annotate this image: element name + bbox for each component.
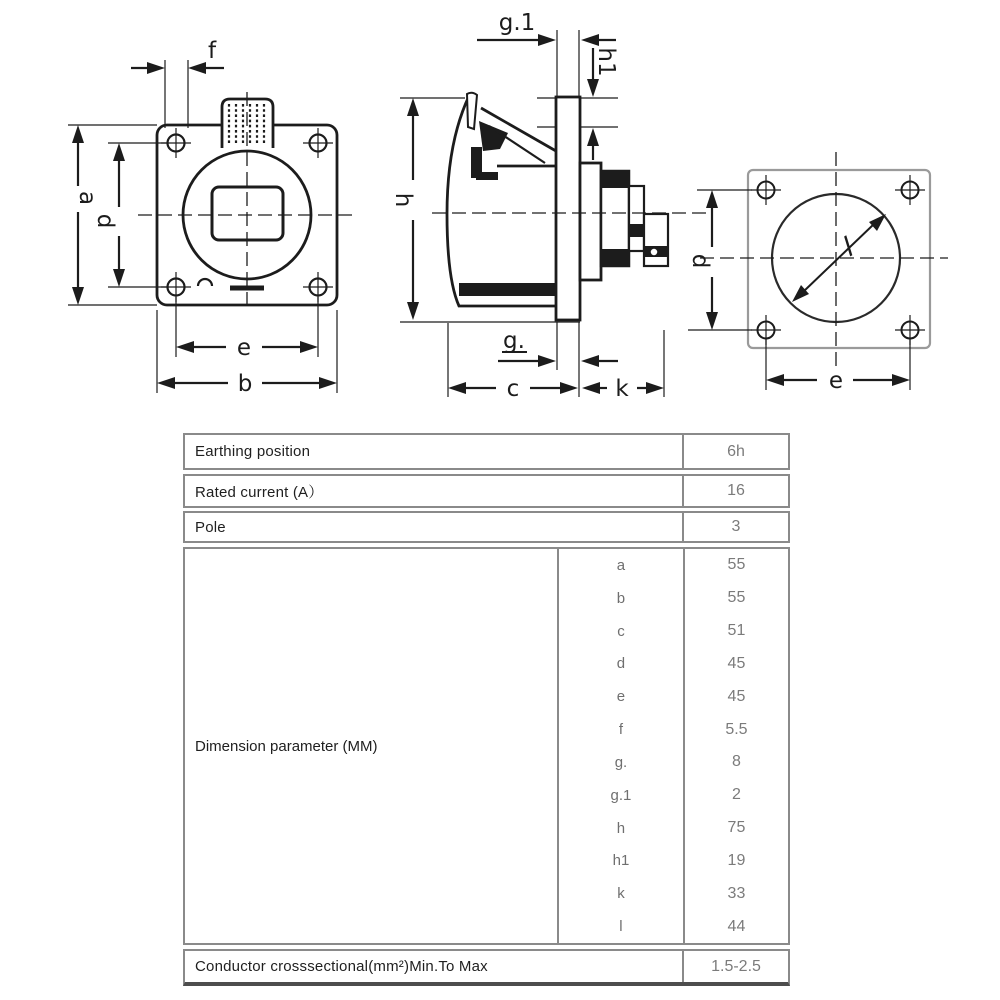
dim-value: 55	[727, 589, 746, 607]
side-view	[390, 10, 706, 402]
dim-h	[407, 98, 419, 320]
dim-value: 55	[727, 556, 746, 574]
table-row-earthing	[183, 433, 790, 470]
dim-f	[131, 60, 224, 128]
dim-value: 19	[727, 851, 746, 869]
dimension-section-label: Dimension parameter (MM)	[195, 737, 378, 755]
row-value: 16	[682, 476, 788, 506]
table-row-pole	[183, 511, 790, 543]
dim-value: 45	[727, 687, 746, 705]
dim-label-k: k	[615, 376, 629, 402]
side-face-skirt	[459, 283, 557, 296]
dim-label-g1: g.1	[498, 10, 536, 36]
dim-label-e-front: e	[236, 335, 252, 361]
dim-value: 75	[727, 819, 746, 837]
dim-g	[498, 352, 618, 367]
dim-key: h	[616, 819, 626, 837]
dim-label-b: b	[237, 371, 253, 397]
dim-label-h: h	[390, 192, 416, 208]
dim-value: 45	[727, 654, 746, 672]
row-value: 3	[682, 513, 788, 541]
dim-key: g.1	[610, 786, 632, 804]
dimension-values-column	[683, 549, 788, 943]
dim-label-h1: h1	[593, 47, 619, 77]
dim-label-l: l	[838, 232, 860, 264]
dim-key: k	[617, 885, 625, 903]
row-value: 1.5-2.5	[682, 951, 788, 982]
dim-key: a	[616, 556, 626, 574]
dim-key: c	[617, 622, 625, 640]
table-row-rated-current	[183, 474, 790, 508]
dim-label-g: g.	[503, 328, 525, 354]
row-label: Rated current (A）	[195, 483, 324, 501]
dim-key: f	[618, 721, 624, 739]
dim-label-d-front: d	[92, 213, 118, 229]
rear-step-3	[629, 186, 644, 251]
terminal-screw	[650, 248, 658, 256]
terminal-box	[644, 214, 668, 266]
table-row-dimensions	[183, 547, 790, 945]
row-label: Pole	[195, 518, 226, 536]
dim-value: 8	[732, 753, 741, 771]
dim-value: 44	[727, 917, 746, 935]
dim-key: b	[616, 589, 626, 607]
dim-value: 5.5	[725, 720, 748, 738]
latch-foot	[476, 172, 498, 180]
rear-centerlines	[700, 152, 948, 368]
table-row-conductor	[183, 949, 790, 986]
dim-key: h1	[612, 852, 630, 870]
row-value: 6h	[682, 435, 788, 468]
dim-label-d-rear: d	[687, 253, 713, 269]
dim-key: e	[616, 688, 626, 706]
dim-key: g.	[614, 753, 628, 771]
dim-value: 51	[727, 622, 746, 640]
dim-label-e-rear: e	[828, 368, 844, 394]
dimension-keys-column	[557, 549, 683, 943]
dim-label-c: c	[506, 376, 520, 402]
rear-step-1	[580, 163, 601, 280]
technical-drawing	[0, 0, 1000, 420]
dim-value: 33	[727, 884, 746, 902]
dim-label-a: a	[74, 190, 100, 206]
dim-key: d	[616, 655, 626, 673]
front-view	[68, 38, 354, 397]
rear-view	[687, 152, 948, 394]
lid-finger	[467, 93, 477, 129]
row-label: Conductor crosssectional(mm²)Min.To Max	[195, 958, 488, 975]
side-flange-plate	[556, 97, 580, 320]
dim-value: 2	[732, 786, 741, 804]
row-label: Earthing position	[195, 443, 311, 460]
dim-label-f: f	[207, 38, 217, 64]
dim-key: l	[619, 918, 623, 936]
